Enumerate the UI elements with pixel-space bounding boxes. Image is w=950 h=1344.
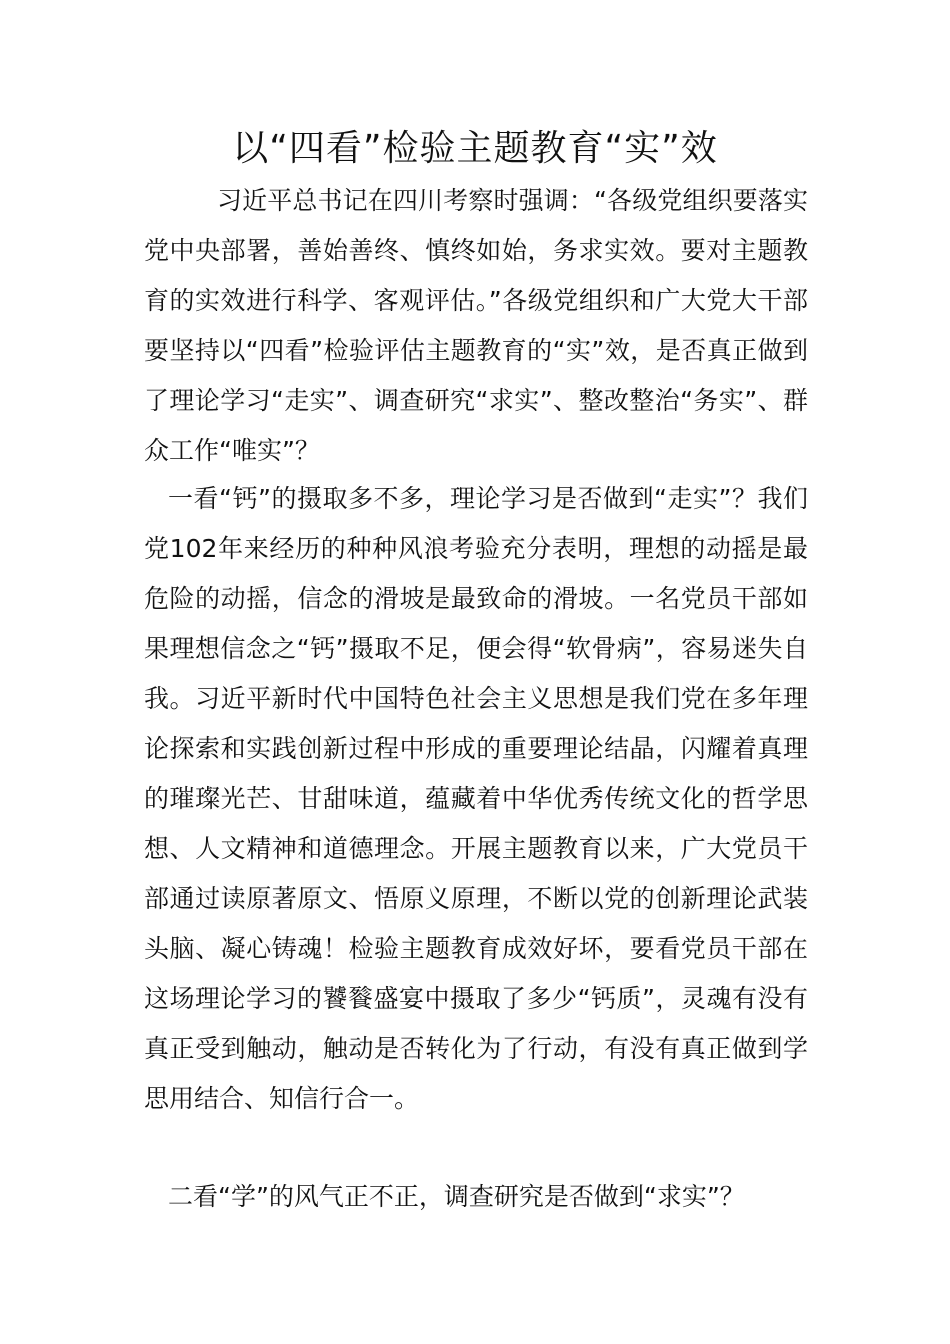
paragraph-second-look: 二看“学”的风气正不正，调查研究是否做到“求实”？ xyxy=(168,1182,745,1211)
paragraph-intro: 习近平总书记在四川考察时强调：“各级党组织要落实党中央部署，善始善终、慎终如始，务求实效。要对主题教育的实效进行科学、客观评估。”各级党组织和广大党大干部要坚持以“四看”检验评估主题教育的“实”效，是否真正做到了理论学习“走实”、调查研究“求实”、整改整治“务实”、群众工作“唯实”？ xyxy=(144,186,808,465)
paragraph-first-look: 一看“钙”的摄取多不多，理论学习是否做到“走实”？我们党102年来经历的种种风浪考验充分表明，理想的动摇是最危险的动摇，信念的滑坡是最致命的滑坡。一名党员干部如果理想信念之“钙”摄取不足，便会得“软骨病”，容易迷失自我。习近平新时代中国特色社会主义思想是我们党在多年理论探索和实践创新过程中形成的重要理论结晶，闪耀着真理的璀璨光芒、甘甜味道，蕴藏着中华优秀传统文化的哲学思想、人文精神和道德理念。开展主题教育以来，广大党员干部通过读原著原文、悟原义原理，不断以党的创新理论武装头脑、凝心铸魂！检验主题教育成效好坏，要看党员干部在这场理论学习的饕餮盛宴中摄取了多少“钙质”，灵魂有没有真正受到触动，触动是否转化为了行动，有没有真正做到学思用结合、知信行合一。 xyxy=(144,484,808,1113)
document-title: 以“四看”检验主题教育“实”效 xyxy=(232,128,718,169)
